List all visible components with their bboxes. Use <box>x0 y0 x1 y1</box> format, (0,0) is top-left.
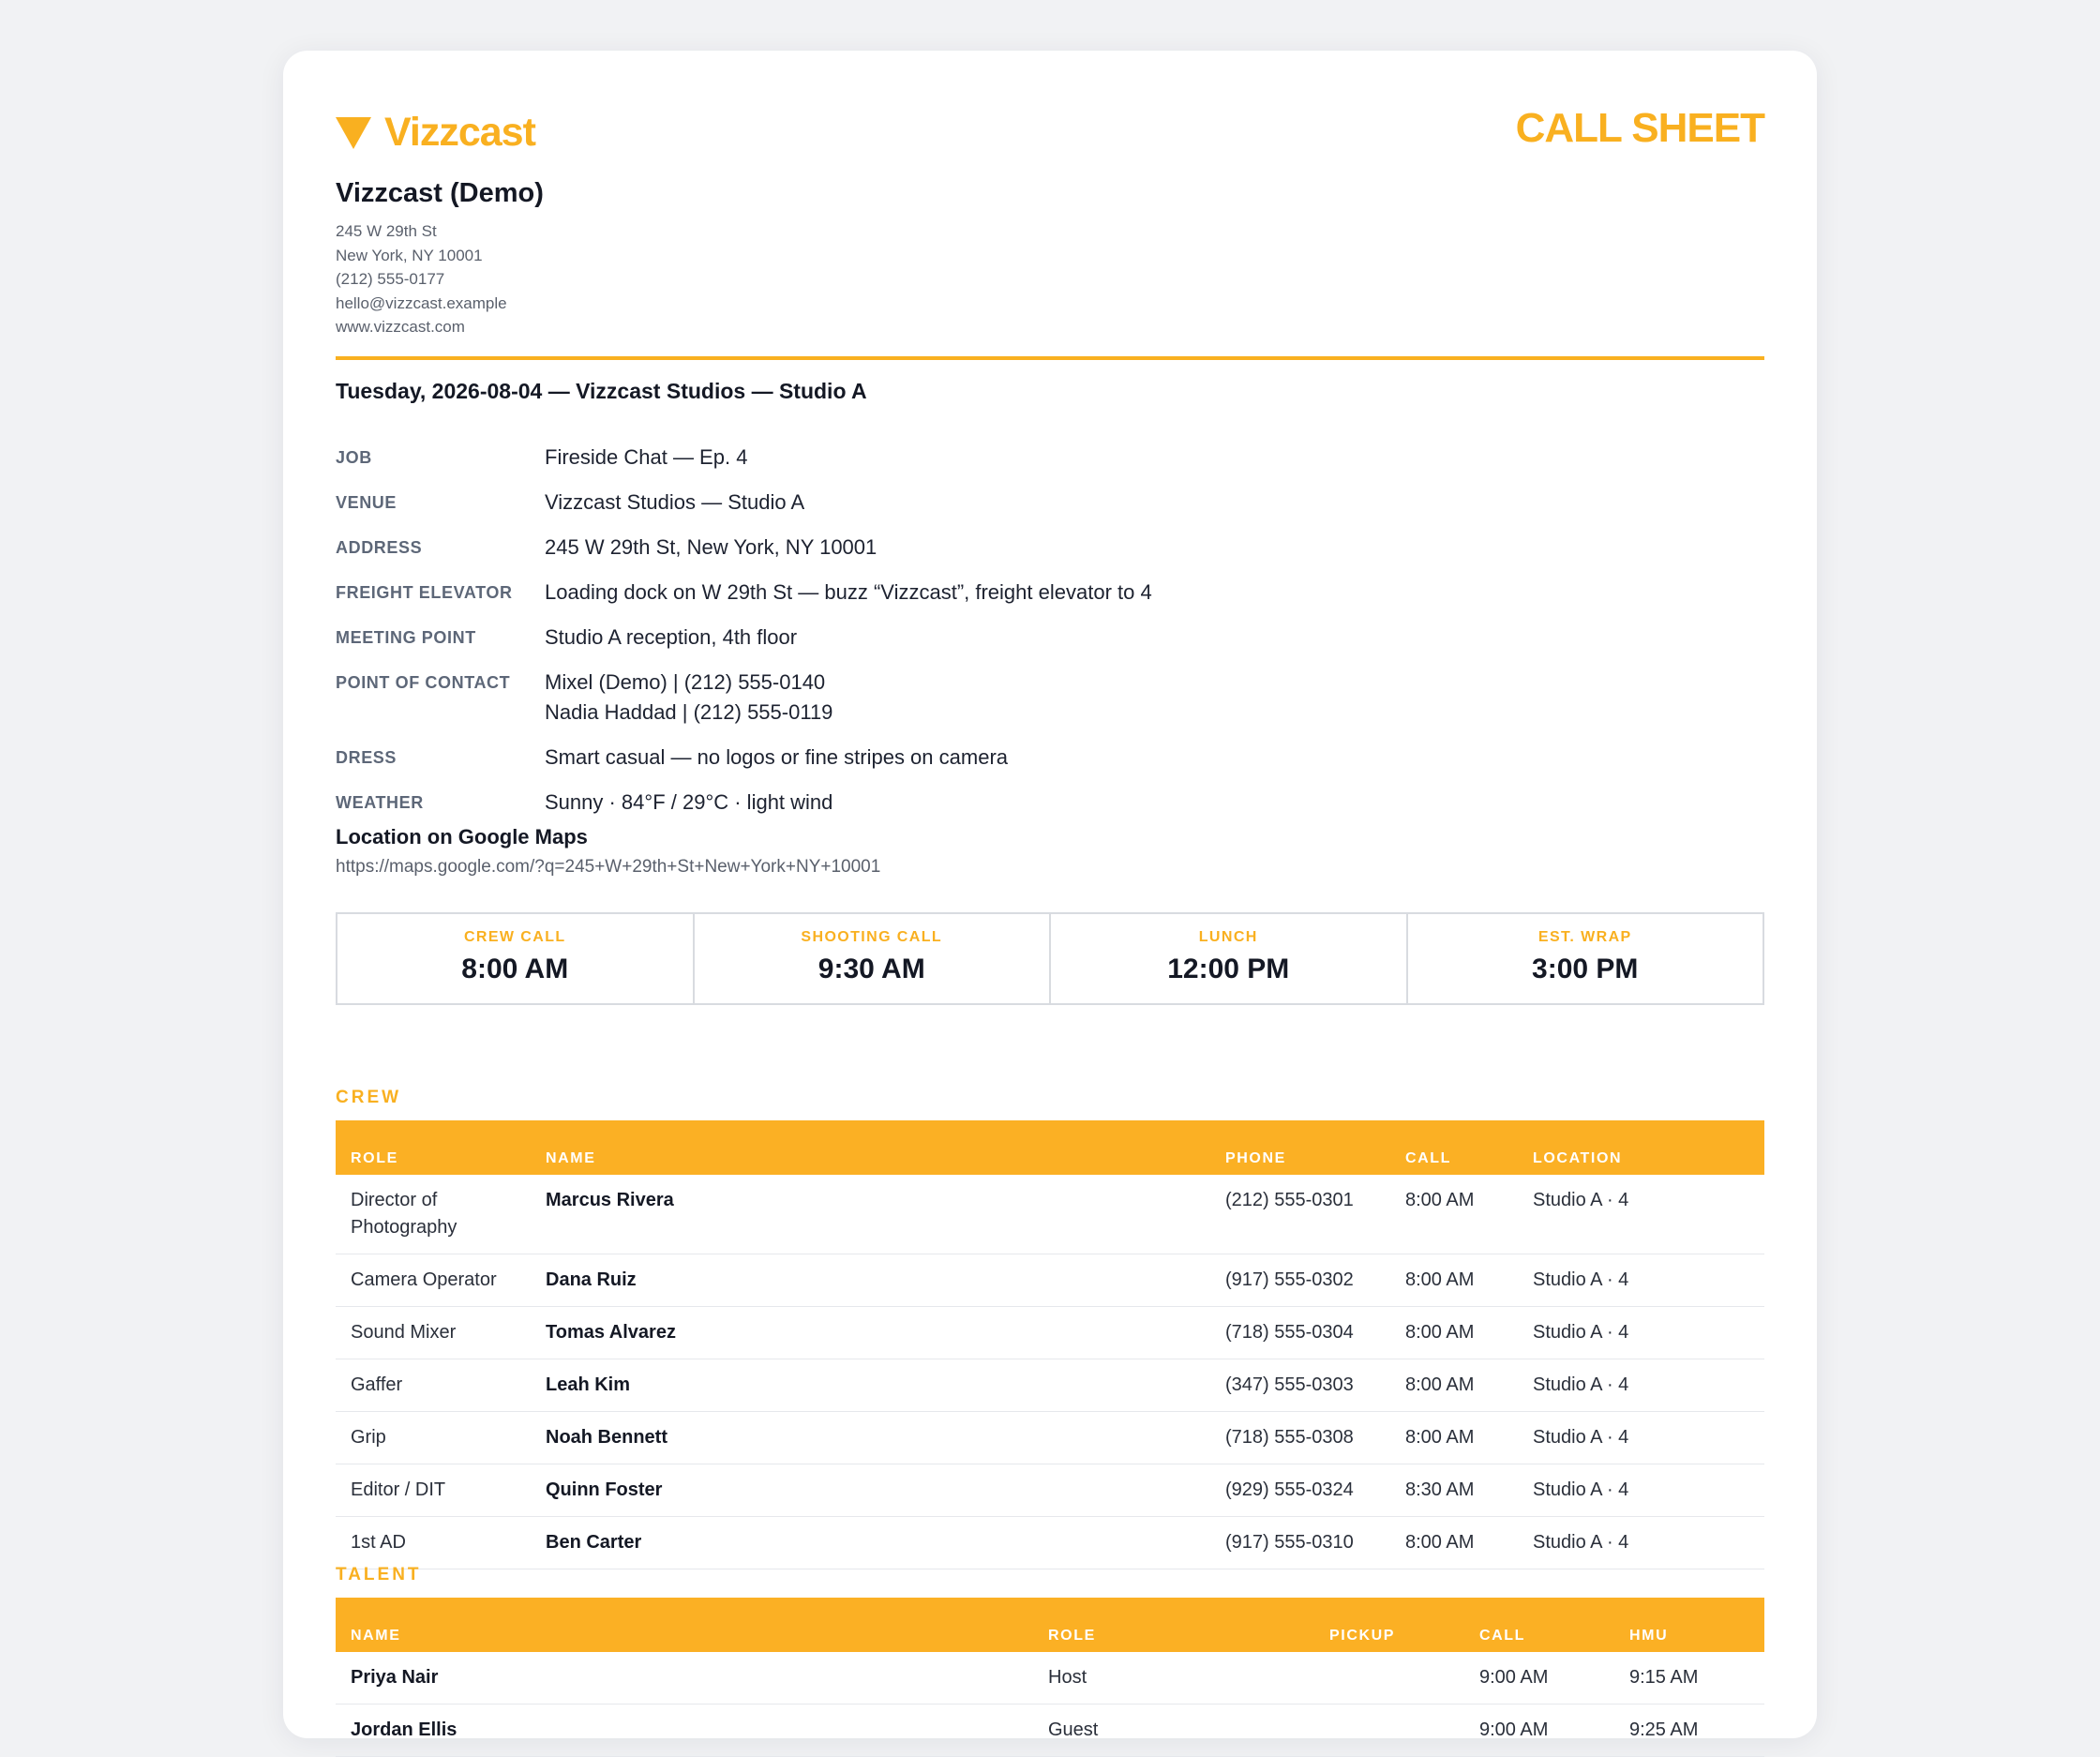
talent-hmu: 9:15 AM <box>1614 1652 1764 1704</box>
talent-pickup <box>1314 1652 1464 1704</box>
org-website[interactable]: www.vizzcast.com <box>336 318 465 337</box>
crew-name: Leah Kim <box>531 1359 1210 1412</box>
time-value: 9:30 AM <box>818 954 925 984</box>
crew-location: Studio A · 4 <box>1518 1517 1764 1569</box>
table-row <box>336 1359 1764 1412</box>
crew-name: Dana Ruiz <box>531 1254 1210 1307</box>
header-divider <box>336 356 1764 360</box>
detail-row-dress <box>336 741 1764 774</box>
crew-location: Studio A · 4 <box>1518 1464 1764 1517</box>
time-label: LUNCH <box>1198 929 1258 945</box>
talent-hmu: 9:25 AM <box>1614 1704 1764 1757</box>
col-header-hmu: HMU <box>1614 1598 1764 1652</box>
triangle-down-icon <box>336 117 371 149</box>
detail-row-meeting-point <box>336 621 1764 654</box>
crew-name: Tomas Alvarez <box>531 1307 1210 1359</box>
col-header-phone: PHONE <box>1210 1120 1390 1175</box>
talent-call: 9:00 AM <box>1464 1704 1614 1757</box>
detail-label: ADDRESS <box>336 538 423 557</box>
talent-role: Guest <box>1033 1704 1314 1757</box>
crew-call: 8:00 AM <box>1390 1307 1518 1359</box>
col-header-call: CALL <box>1464 1598 1614 1652</box>
crew-call: 8:00 AM <box>1390 1412 1518 1464</box>
org-address-line-2: New York, NY 10001 <box>336 246 483 264</box>
detail-label: VENUE <box>336 493 398 512</box>
time-value: 8:00 AM <box>461 954 569 984</box>
talent-name: Jordan Ellis <box>336 1704 1033 1757</box>
crew-phone: (917) 555-0310 <box>1210 1517 1390 1569</box>
col-header-role: ROLE <box>336 1120 531 1175</box>
detail-value: Smart casual — no logos or fine stripes on camera <box>545 745 1009 769</box>
detail-label: DRESS <box>336 748 398 767</box>
detail-row-venue <box>336 486 1764 519</box>
crew-name: Marcus Rivera <box>531 1175 1210 1254</box>
col-header-name: NAME <box>336 1598 1033 1652</box>
crew-location: Studio A · 4 <box>1518 1412 1764 1464</box>
brand-name: Vizzcast <box>384 110 535 155</box>
time-lunch <box>1049 914 1406 1003</box>
table-row <box>336 1307 1764 1359</box>
crew-phone: (718) 555-0308 <box>1210 1412 1390 1464</box>
detail-value: Loading dock on W 29th St — buzz “Vizzcast”, freight elevator to 4 <box>545 580 1152 604</box>
crew-phone: (917) 555-0302 <box>1210 1254 1390 1307</box>
crew-table-header <box>336 1120 1764 1175</box>
crew-role: 1st AD <box>336 1517 531 1569</box>
detail-label: FREIGHT ELEVATOR <box>336 583 513 602</box>
crew-call: 8:00 AM <box>1390 1359 1518 1412</box>
table-row <box>336 1412 1764 1464</box>
talent-section-title: TALENT <box>336 1565 422 1584</box>
crew-call: 8:00 AM <box>1390 1254 1518 1307</box>
detail-label: POINT OF CONTACT <box>336 673 511 692</box>
organization-contact-block <box>336 219 507 339</box>
crew-role: Camera Operator <box>336 1254 531 1307</box>
crew-name: Ben Carter <box>531 1517 1210 1569</box>
talent-role: Host <box>1033 1652 1314 1704</box>
shoot-date-line: Tuesday, 2026-08-04 — Vizzcast Studios — Studio A <box>336 379 867 403</box>
detail-value: Vizzcast Studios — Studio A <box>545 490 805 514</box>
table-row <box>336 1517 1764 1569</box>
crew-call: 8:30 AM <box>1390 1464 1518 1517</box>
crew-call: 8:00 AM <box>1390 1175 1518 1254</box>
org-email[interactable]: hello@vizzcast.example <box>336 293 507 312</box>
crew-name: Noah Bennett <box>531 1412 1210 1464</box>
maps-heading: Location on Google Maps <box>336 825 588 848</box>
detail-value <box>545 666 832 729</box>
talent-table-header <box>336 1598 1764 1652</box>
table-row <box>336 1464 1764 1517</box>
brand-logo <box>336 110 535 155</box>
organization-name: Vizzcast (Demo) <box>336 178 544 208</box>
table-row <box>336 1254 1764 1307</box>
detail-label: JOB <box>336 448 372 467</box>
time-label: CREW CALL <box>463 929 566 945</box>
time-shooting-call <box>693 914 1050 1003</box>
time-value: 12:00 PM <box>1167 954 1290 984</box>
crew-location: Studio A · 4 <box>1518 1175 1764 1254</box>
table-row <box>336 1704 1764 1757</box>
col-header-call: CALL <box>1390 1120 1518 1175</box>
time-label: EST. WRAP <box>1538 929 1632 945</box>
col-header-location: LOCATION <box>1518 1120 1764 1175</box>
crew-phone: (347) 555-0303 <box>1210 1359 1390 1412</box>
detail-label: WEATHER <box>336 793 424 812</box>
crew-role: Sound Mixer <box>336 1307 531 1359</box>
detail-row-job <box>336 441 1764 474</box>
detail-label: MEETING POINT <box>336 628 476 647</box>
detail-row-freight-elevator <box>336 576 1764 609</box>
talent-name: Priya Nair <box>336 1652 1033 1704</box>
detail-row-weather <box>336 786 1764 819</box>
detail-value: Fireside Chat — Ep. 4 <box>545 445 748 469</box>
detail-row-address <box>336 531 1764 564</box>
document-title: CALL SHEET <box>1515 105 1764 151</box>
crew-table <box>336 1120 1764 1569</box>
org-phone: (212) 555-0177 <box>336 270 445 289</box>
crew-section-title: CREW <box>336 1088 402 1107</box>
crew-role: Editor / DIT <box>336 1464 531 1517</box>
contact-line-1: Mixel (Demo) | (212) 555-0140 <box>545 670 826 694</box>
call-sheet-card <box>283 51 1817 1738</box>
crew-phone: (212) 555-0301 <box>1210 1175 1390 1254</box>
talent-call: 9:00 AM <box>1464 1652 1614 1704</box>
time-label: SHOOTING CALL <box>801 929 943 945</box>
org-address-line-1: 245 W 29th St <box>336 222 437 240</box>
maps-link[interactable]: https://maps.google.com/?q=245+W+29th+St+New+York+NY+10001 <box>336 857 881 877</box>
table-row <box>336 1652 1764 1704</box>
talent-table <box>336 1598 1764 1757</box>
crew-role: Grip <box>336 1412 531 1464</box>
crew-role: Gaffer <box>336 1359 531 1412</box>
call-times-strip <box>336 912 1764 1005</box>
production-details <box>336 441 1764 819</box>
talent-pickup <box>1314 1704 1464 1757</box>
crew-phone: (718) 555-0304 <box>1210 1307 1390 1359</box>
contact-line-2: Nadia Haddad | (212) 555-0119 <box>545 700 833 724</box>
time-crew-call <box>338 914 693 1003</box>
crew-location: Studio A · 4 <box>1518 1359 1764 1412</box>
crew-location: Studio A · 4 <box>1518 1307 1764 1359</box>
detail-row-point-of-contact <box>336 666 1764 729</box>
time-value: 3:00 PM <box>1532 954 1639 984</box>
time-est-wrap <box>1406 914 1763 1003</box>
col-header-role: ROLE <box>1033 1598 1314 1652</box>
detail-value: Sunny · 84°F / 29°C · light wind <box>545 790 833 814</box>
col-header-name: NAME <box>531 1120 1210 1175</box>
crew-role: Director of Photography <box>336 1175 531 1254</box>
crew-location: Studio A · 4 <box>1518 1254 1764 1307</box>
crew-name: Quinn Foster <box>531 1464 1210 1517</box>
detail-value: 245 W 29th St, New York, NY 10001 <box>545 535 878 559</box>
crew-phone: (929) 555-0324 <box>1210 1464 1390 1517</box>
crew-call: 8:00 AM <box>1390 1517 1518 1569</box>
col-header-pickup: PICKUP <box>1314 1598 1464 1652</box>
detail-value: Studio A reception, 4th floor <box>545 625 798 649</box>
table-row <box>336 1175 1764 1254</box>
